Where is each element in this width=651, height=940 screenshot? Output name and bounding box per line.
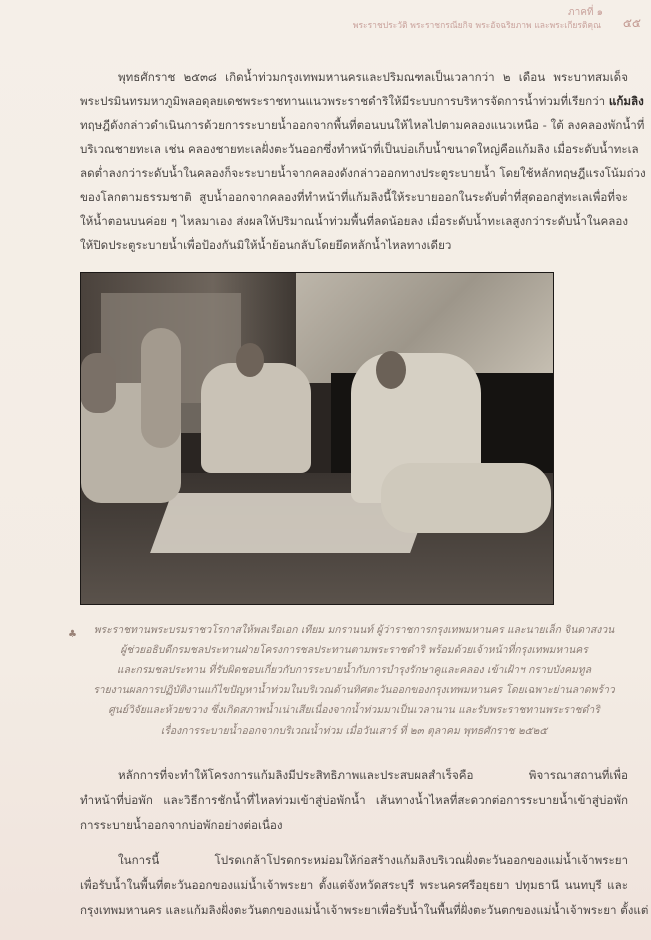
running-header xyxy=(291,0,651,40)
text-line: ของโลกตามธรรมชาติ สูบน้ำออกจากคลองที่ทำหน้าที่แก้มลิงนี้ให้ระบายออกในระดับต่ำที่สุดออกสู่ทะเลเพื่อที่จะ xyxy=(80,190,628,204)
historical-photo xyxy=(80,272,554,605)
bold-term: แก้มลิง xyxy=(608,94,644,108)
text-line: ในการนี้ โปรดเกล้าโปรดกระหม่อมให้ก่อสร้างแก้มลิงบริเวณฝั่งตะวันออกของแม่น้ำเจ้าพระยา xyxy=(118,853,628,867)
caption-line: รายงานผลการปฏิบัติงานแก้ไขปัญหาน้ำท่วมในบริเวณด้านทิศตะวันออกของกรุงเทพมหานคร โดยเฉพาะย่านลาดพร้าว xyxy=(93,684,615,696)
caption-line: พระราชทานพระบรมราชวโรกาสให้พลเรือเอก เทียม มกรานนท์ ผู้ว่าราชการกรุงเทพมหานคร และนายเล็ก จินดาสงวน xyxy=(93,624,615,636)
text-span: พระปรมินทรมหาภูมิพลอดุลยเดชพระราชทานแนวพระราชดำริให้มีระบบการบริหารจัดการน้ำท่วมที่เรียกว่า xyxy=(80,94,606,108)
text-line: เพื่อรับน้ำในพื้นที่ตะวันออกของแม่น้ำเจ้าพระยา ตั้งแต่จังหวัดสระบุรี พระนครศรีอยุธยา ปทุมธานี นนทบุรี และ xyxy=(80,878,628,892)
text-line: ทฤษฎีดังกล่าวดำเนินการด้วยการระบายน้ำออกจากพื้นที่ตอนบนให้ไหลไปตามคลองแนวเหนือ - ใต้ ลงคลองพักน้ำที่ xyxy=(80,118,645,132)
page-number: ๕๕ xyxy=(622,16,641,30)
text-line: พุทธศักราช ๒๕๓๘ เกิดน้ำท่วมกรุงเทพมหานครและปริมณฑลเป็นเวลากว่า ๒ เดือน พระบาทสมเด็จ xyxy=(118,70,628,84)
text-line xyxy=(80,93,644,109)
caption-line: ผู้ช่วยอธิบดีกรมชลประทานฝ่ายโครงการชลประทานตามพระราชดำริ พร้อมด้วยเจ้าหน้าที่กรุงเทพมหานคร xyxy=(120,644,588,656)
text-line: ให้ปิดประตูระบายน้ำเพื่อป้องกันมิให้น้ำย้อนกลับโดยยึดหลักน้ำไหลทางเดียว xyxy=(80,238,452,252)
text-line: หลักการที่จะทำให้โครงการแก้มลิงมีประสิทธิภาพและประสบผลสำเร็จคือ พิจารณาสถานที่เพื่อ xyxy=(118,768,628,782)
chapter-subtitle: พระราชประวัติ พระราชกรณียกิจ พระอัจฉริยภาพ และพระเกียรติคุณ xyxy=(352,21,601,31)
text-line: กรุงเทพมหานคร และแก้มลิงฝั่งตะวันตกของแม่น้ำเจ้าพระยาเพื่อรับน้ำในพื้นที่ฝั่งตะวันตกของแม่น้ำเจ้าพระยา ตั้งแต่ xyxy=(80,903,649,917)
caption-bullet-icon: ♣ xyxy=(68,629,77,640)
part-label: ภาคที่ ๑ xyxy=(567,7,603,18)
text-line: ให้น้ำตอนบนค่อย ๆ ไหลมาเอง ส่งผลให้ปริมาณน้ำท่วมพื้นที่ลดน้อยลง เมื่อระดับน้ำทะเลสูงกว่าระดับน้ำในคลอง xyxy=(80,214,628,228)
text-line: บริเวณชายทะเล เช่น คลองชายทะเลฝั่งตะวันออกซึ่งทำหน้าที่เป็นบ่อเก็บน้ำขนาดใหญ่คือแก้มลิง เมื่อระดับน้ำทะเล xyxy=(80,142,639,156)
caption-line: เรื่องการระบายน้ำออกจากบริเวณน้ำท่วม เมื่อวันเสาร์ ที่ ๒๓ ตุลาคม พุทธศักราช ๒๕๒๕ xyxy=(160,725,548,737)
text-line: ทำหน้าที่บ่อพัก และวิธีการชักน้ำที่ไหลท่วมเข้าสู่บ่อพักน้ำ เส้นทางน้ำไหลที่สะดวกต่อการระบายน้ำเข้าสู่บ่อพัก xyxy=(80,793,628,807)
text-line: ลดต่ำลงกว่าระดับน้ำในคลองก็จะระบายน้ำจากคลองดังกล่าวออกทางประตูระบายน้ำ โดยใช้หลักทฤษฎีแรงโน้มถ่วง xyxy=(80,166,646,180)
caption-line: และกรมชลประทาน ที่รับผิดชอบเกี่ยวกับการระบายน้ำกับการบำรุงรักษาคูและคลอง เข้าเฝ้าฯ กราบบังคมทูล xyxy=(116,664,592,676)
text-line: การระบายน้ำออกจากบ่อพักอย่างต่อเนื่อง xyxy=(80,818,283,832)
caption-line: ศูนย์วิจัยและห้วยขวาง ซึ่งเกิดสภาพน้ำเน่าเสียเนื่องจากน้ำท่วมมาเป็นเวลานาน และรับพระราชทานพระราชดำริ xyxy=(108,704,600,716)
